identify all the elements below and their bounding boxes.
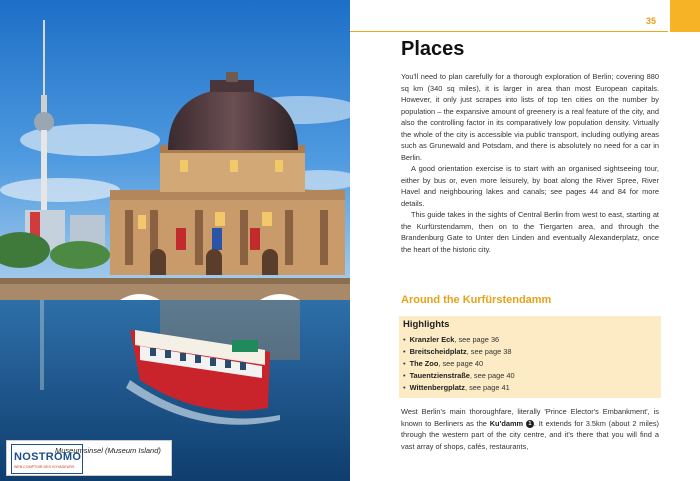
bullet-icon: • <box>403 359 406 368</box>
intro-paragraph: This guide takes in the sights of Central Berlin from west to east, starting at the Kurfürstendamm, then on to the Tiergarten area, and through the Brandenburg Gate to Unter den Linden and eventually Alexanderplatz, once the heart of the historic city. <box>401 210 659 254</box>
highlight-ref: , see page 40 <box>438 359 484 368</box>
logo-name: NOSTROMO <box>14 451 82 463</box>
intro-text <box>401 71 659 255</box>
highlight-name: Tauentzienstraße <box>409 371 470 380</box>
list-item <box>403 346 515 358</box>
list-item <box>403 382 515 394</box>
intro-paragraph: A good orientation exercise is to start with an organised sightseeing tour, either by bus or, even more leisurely, by boat along the River Spree, River Havel and neighbouring lakes and canals; see pages 44 and 84 for more details. <box>401 164 659 208</box>
bullet-icon: • <box>403 371 406 380</box>
photo-caption: Museumsinsel (Museum Island) <box>55 446 161 455</box>
highlight-ref: , see page 40 <box>469 371 515 380</box>
closing-text-before: West Berlin's main thoroughfare, literally 'Prince Elector's Embankment', is known to Berliners as the <box>401 407 659 428</box>
corner-tab <box>670 0 700 32</box>
places-page <box>350 0 700 481</box>
highlight-name: Wittenbergplatz <box>409 383 465 392</box>
photo-caption-box <box>6 440 172 476</box>
list-item <box>403 334 515 346</box>
bullet-icon: • <box>403 347 406 356</box>
intro-paragraph: You'll need to plan carefully for a thorough exploration of Berlin; covering 880 sq km (340 sq miles), it is larger in area than most European capitals. However, it only just scrapes into lists of top ten cities on the number by population – the expansive amount of greenery is a real feature of the city, and also the controlling factor in its comparatively low population density. Virtually the whole of the city is accessible via public transport, including outlying areas such as Grunewald and Potsdam, and there is absolutely no need for a car in Berlin. <box>401 72 659 162</box>
closing-text-after: . It extends for 3.5km (about 2 miles) through the western part of the city centre, and it's there that you will find a vast array of shops, cafés, restaurants, <box>401 418 659 451</box>
logo-tagline: WEB COMPTOIR DES VOYAGEURS <box>14 465 75 469</box>
highlight-ref: , see page 41 <box>464 383 510 392</box>
page-number: 35 <box>645 16 656 26</box>
highlight-name: Kranzler Eck <box>409 335 455 344</box>
closing-paragraph <box>401 406 659 452</box>
highlights-title: Highlights <box>403 319 450 330</box>
bullet-icon: • <box>403 335 406 344</box>
highlight-ref: , see page 38 <box>466 347 512 356</box>
list-item <box>403 358 515 370</box>
highlight-ref: , see page 36 <box>454 335 500 344</box>
page-header-rule <box>350 0 668 32</box>
highlight-name: Breitscheidplatz <box>409 347 467 356</box>
list-item <box>403 370 515 382</box>
map-marker-number: 1 <box>526 420 534 428</box>
subsection-title: Around the Kurfürstendamm <box>401 294 552 306</box>
section-title: Places <box>401 38 465 60</box>
highlights-list <box>403 334 515 394</box>
bullet-icon: • <box>403 383 406 392</box>
kudamm-term: Ku'damm <box>489 418 524 428</box>
highlights-box <box>399 316 661 398</box>
highlight-name: The Zoo <box>409 359 439 368</box>
